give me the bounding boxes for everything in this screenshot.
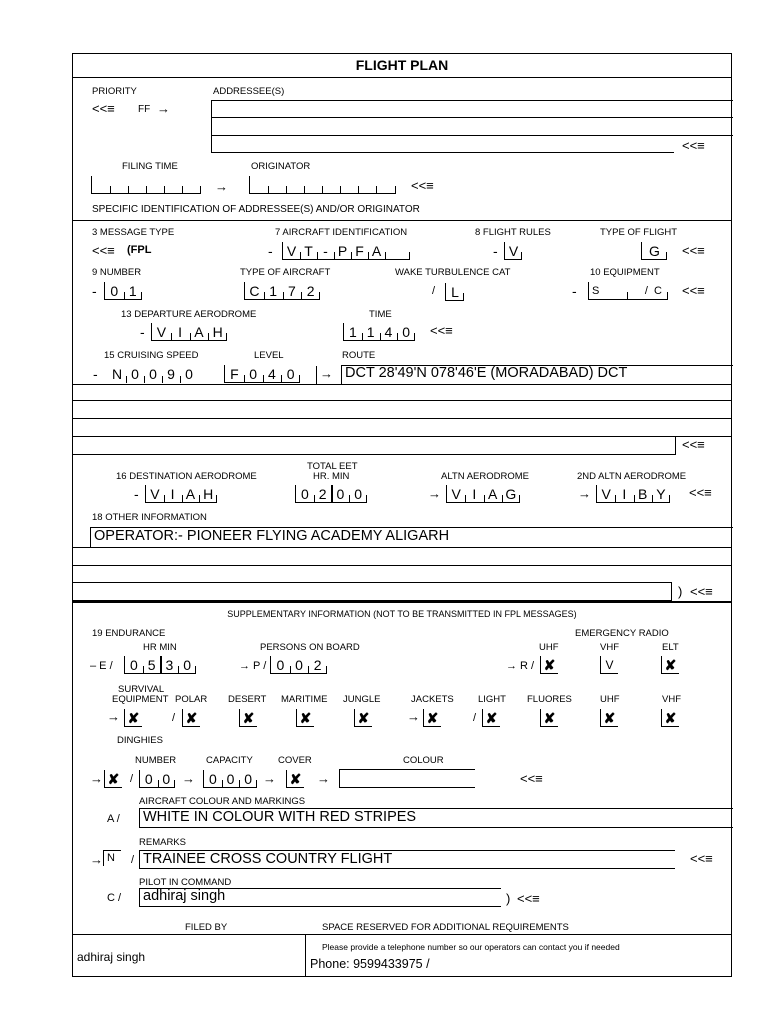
dash: - xyxy=(572,283,577,299)
divider xyxy=(72,220,732,221)
persons-prefix: → P / xyxy=(239,660,267,672)
destination-label: 16 DESTINATION AERODROME xyxy=(116,471,257,482)
emergency-radio-label: EMERGENCY RADIO xyxy=(575,628,669,639)
vhf-label-2: VHF xyxy=(662,694,681,705)
remarks-n: N xyxy=(107,852,115,864)
slash: / xyxy=(172,712,176,724)
addressee-field-3[interactable] xyxy=(211,136,674,153)
elt-label: ELT xyxy=(662,642,679,653)
polar-checkbox[interactable]: ✘ xyxy=(182,709,200,727)
endurance-hrmin-label: HR MIN xyxy=(143,642,177,653)
altn-field[interactable]: V I A G xyxy=(446,485,520,503)
slash: / xyxy=(473,712,477,724)
close-paren: ) xyxy=(506,891,511,906)
addressee-field-1[interactable] xyxy=(211,100,733,118)
aircraft-type-field[interactable]: C 1 7 2 xyxy=(244,282,320,300)
radio-prefix: → R / xyxy=(506,660,535,672)
maritime-label: MARITIME xyxy=(281,694,328,705)
message-type-label: 3 MESSAGE TYPE xyxy=(92,227,175,238)
originator-label: ORIGINATOR xyxy=(251,161,311,172)
divider xyxy=(72,934,732,935)
end-symbol: <<≡ xyxy=(430,323,453,338)
a-prefix: A / xyxy=(107,813,120,825)
form-title: FLIGHT PLAN xyxy=(355,57,449,73)
departure-label: 13 DEPARTURE AERODROME xyxy=(121,309,257,320)
message-type-value: (FPL xyxy=(127,244,152,256)
equipment-label: 10 EQUIPMENT xyxy=(590,267,660,278)
start-symbol: <<≡ xyxy=(92,243,115,258)
other-info-line xyxy=(72,565,732,566)
equipment-field[interactable]: S / C xyxy=(588,282,668,300)
slash: / xyxy=(131,854,135,866)
aircraft-colour-value: WHITE IN COLOUR WITH RED STRIPES xyxy=(143,809,417,825)
colour-field[interactable] xyxy=(339,769,475,788)
cover-checkbox[interactable]: ✘ xyxy=(286,770,304,788)
wake-label: WAKE TURBULENCE CAT xyxy=(395,267,511,278)
persons-field[interactable]: 0 0 2 xyxy=(270,656,327,674)
phone-note: Please provide a telephone number so our operators can contact you if needed xyxy=(322,942,620,952)
ff-text: FF xyxy=(138,104,151,115)
aircraft-colour-label: AIRCRAFT COLOUR AND MARKINGS xyxy=(139,796,306,807)
other-info-line xyxy=(72,582,672,583)
aircraft-ident-field[interactable]: V T - P F A xyxy=(282,242,410,260)
cruising-speed-label: 15 CRUISING SPEED xyxy=(104,350,199,361)
arrow: → xyxy=(263,771,276,786)
priority-label: PRIORITY xyxy=(92,86,137,97)
addressee-field-2[interactable] xyxy=(211,118,733,136)
jackets-checkbox[interactable]: ✘ xyxy=(423,709,441,727)
supplementary-label: SUPPLEMENTARY INFORMATION (NOT TO BE TRANSMITTED IN FPL MESSAGES) xyxy=(227,609,577,619)
dinghies-checkbox[interactable]: ✘ xyxy=(104,770,122,788)
end-symbol: <<≡ xyxy=(682,138,705,153)
fluores-checkbox[interactable]: ✘ xyxy=(540,709,558,727)
level-field[interactable]: F 0 4 0 xyxy=(224,365,300,383)
remarks-value: TRAINEE CROSS COUNTRY FLIGHT xyxy=(143,851,393,867)
route-line xyxy=(72,384,732,385)
route-line xyxy=(72,400,732,401)
fluores-label: FLUORES xyxy=(527,694,572,705)
dash: - xyxy=(134,486,139,502)
aircraft-ident-label: 7 AIRCRAFT IDENTIFICATION xyxy=(275,227,408,238)
arrow: → xyxy=(578,486,591,501)
altn-label: ALTN AERODROME xyxy=(441,471,529,482)
filing-time-field[interactable] xyxy=(91,176,201,194)
flight-rules-field[interactable]: V xyxy=(504,242,522,260)
aircraft-type-label: TYPE OF AIRCRAFT xyxy=(240,267,331,278)
dash: - xyxy=(268,243,273,259)
vhf-label: VHF xyxy=(600,642,619,653)
filed-by-value: adhiraj singh xyxy=(77,950,146,964)
filing-time-label: FILING TIME xyxy=(122,161,178,172)
arrow: → xyxy=(407,709,420,724)
pilot-label: PILOT IN COMMAND xyxy=(139,877,232,888)
jungle-label: JUNGLE xyxy=(343,694,381,705)
number-label: 9 NUMBER xyxy=(92,267,142,278)
jungle-checkbox[interactable]: ✘ xyxy=(354,709,372,727)
hr-min-label: HR. MIN xyxy=(313,471,350,482)
specific-ident-label: SPECIFIC IDENTIFICATION OF ADDRESSEE(S) AND/OR ORIGINATOR xyxy=(92,204,420,215)
end-symbol: <<≡ xyxy=(411,178,434,193)
pilot-value: adhiraj singh xyxy=(143,888,226,904)
dash: - xyxy=(493,243,498,259)
vhf-checkbox[interactable]: V xyxy=(600,656,618,674)
close-paren: ) xyxy=(678,584,683,599)
slash: / xyxy=(432,285,436,297)
uhf-label: UHF xyxy=(539,642,559,653)
elt-checkbox[interactable]: ✘ xyxy=(661,656,679,674)
jackets-label: JACKETS xyxy=(411,694,454,705)
c-prefix: C / xyxy=(107,892,122,904)
cover-label: COVER xyxy=(278,755,312,766)
end-symbol: <<≡ xyxy=(682,283,705,298)
arrow: → xyxy=(157,101,170,116)
level-label: LEVEL xyxy=(254,350,284,361)
desert-label: DESERT xyxy=(228,694,267,705)
end-symbol: <<≡ xyxy=(520,771,543,786)
arrow: → xyxy=(215,179,228,194)
survival-checkbox[interactable]: ✘ xyxy=(124,709,142,727)
space-reserved-label: SPACE RESERVED FOR ADDITIONAL REQUIREMENTS xyxy=(322,922,569,933)
survival-label-2: EQUIPMENT xyxy=(112,694,169,705)
wake-field[interactable]: L xyxy=(445,283,464,301)
addressee-label: ADDRESSEE(S) xyxy=(213,86,285,97)
maritime-checkbox[interactable]: ✘ xyxy=(296,709,314,727)
end-symbol: <<≡ xyxy=(682,243,705,258)
arrow: → xyxy=(428,486,441,501)
destination-field[interactable]: V I A H xyxy=(145,485,217,503)
end-symbol: <<≡ xyxy=(690,584,713,599)
desert-checkbox[interactable]: ✘ xyxy=(239,709,257,727)
arrow: → xyxy=(182,771,195,786)
d-number-label: NUMBER xyxy=(135,755,177,766)
end-symbol: <<≡ xyxy=(682,437,705,452)
dash: - xyxy=(92,283,97,299)
altn2-label: 2ND ALTN AERODROME xyxy=(577,471,687,482)
time-field[interactable]: 1 1 4 0 xyxy=(343,323,415,341)
capacity-label: CAPACITY xyxy=(206,755,253,766)
other-info-value: OPERATOR:- PIONEER FLYING ACADEMY ALIGARH xyxy=(94,528,450,544)
colour-label: COLOUR xyxy=(403,755,444,766)
cruising-speed-field[interactable]: N 0 0 9 0 xyxy=(108,365,198,383)
route-line xyxy=(72,454,676,455)
divider xyxy=(72,601,732,603)
polar-label: POLAR xyxy=(175,694,208,705)
arrow: → xyxy=(107,709,120,724)
start-symbol: <<≡ xyxy=(92,101,115,116)
endurance-label: 19 ENDURANCE xyxy=(92,628,166,639)
flight-rules-label: 8 FLIGHT RULES xyxy=(475,227,551,238)
total-eet-label: TOTAL EET xyxy=(307,461,358,472)
jackets-uhf-checkbox[interactable]: ✘ xyxy=(600,709,618,727)
phone-value: Phone: 9599433975 / xyxy=(310,957,430,971)
end-symbol: <<≡ xyxy=(689,485,712,500)
end-symbol: <<≡ xyxy=(690,851,713,866)
capacity-field[interactable]: 0 0 0 xyxy=(203,770,257,788)
route-value: DCT 28'49'N 078'46'E (MORADABAD) DCT xyxy=(345,365,628,381)
route-line xyxy=(72,436,732,437)
type-of-flight-field[interactable]: G xyxy=(641,242,667,260)
light-checkbox[interactable]: ✘ xyxy=(482,709,500,727)
uhf-label-2: UHF xyxy=(600,694,620,705)
uhf-checkbox[interactable]: ✘ xyxy=(540,656,558,674)
arrow: → xyxy=(90,852,103,867)
divider xyxy=(72,77,732,78)
arrow: → xyxy=(317,771,330,786)
time-label: TIME xyxy=(369,309,392,320)
dash: - xyxy=(140,324,145,340)
d-number-field[interactable]: 0 0 xyxy=(139,770,175,788)
eet-field[interactable]: 0 2 0 0 xyxy=(295,485,367,503)
originator-field[interactable] xyxy=(249,176,396,194)
other-info-line xyxy=(72,547,732,548)
endurance-field[interactable]: 0 5 3 0 xyxy=(124,656,196,674)
light-label: LIGHT xyxy=(478,694,506,705)
endurance-prefix: – E / xyxy=(90,660,113,672)
remarks-label: REMARKS xyxy=(139,837,186,848)
arrow: → xyxy=(320,366,333,381)
slash: / xyxy=(130,773,134,785)
jackets-vhf-checkbox[interactable]: ✘ xyxy=(661,709,679,727)
survival-label: SURVIVAL xyxy=(118,684,165,695)
altn2-field[interactable]: V I B Y xyxy=(596,485,670,503)
filed-by-label: FILED BY xyxy=(185,922,228,933)
persons-label: PERSONS ON BOARD xyxy=(260,642,360,653)
route-label: ROUTE xyxy=(342,350,376,361)
arrow: → xyxy=(90,771,103,786)
type-of-flight-label: TYPE OF FLIGHT xyxy=(600,227,678,238)
route-line xyxy=(72,418,732,419)
number-field[interactable]: 0 1 xyxy=(104,282,142,300)
other-info-label: 18 OTHER INFORMATION xyxy=(92,512,207,523)
dinghies-label: DINGHIES xyxy=(117,735,163,746)
dash: - xyxy=(93,366,98,382)
departure-field[interactable]: V I A H xyxy=(151,323,227,341)
end-symbol: <<≡ xyxy=(517,891,540,906)
divider xyxy=(305,934,306,977)
